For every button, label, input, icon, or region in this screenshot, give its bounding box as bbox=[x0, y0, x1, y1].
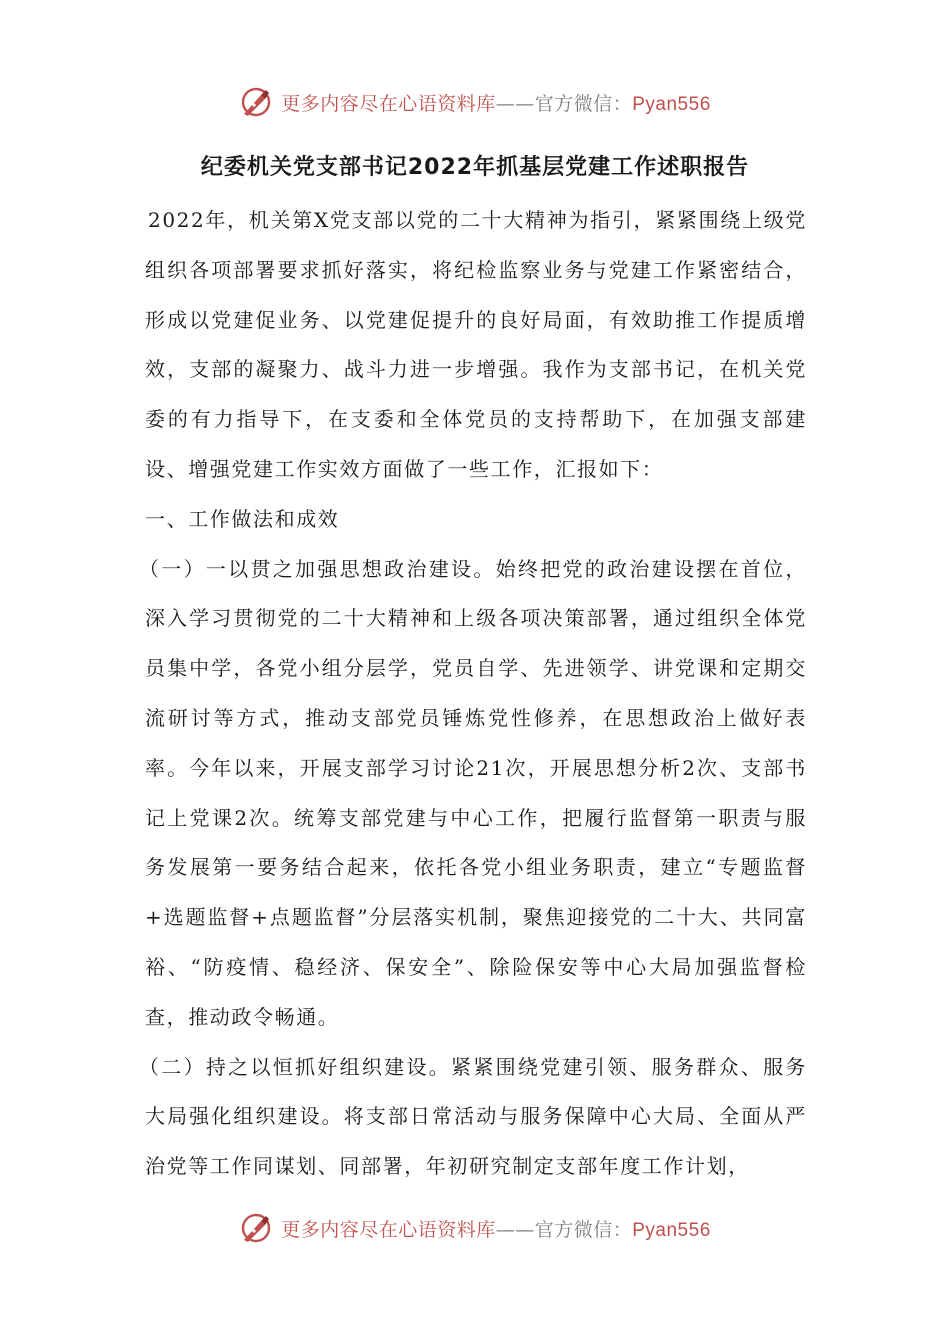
document-title: 纪委机关党支部书记2022年抓基层党建工作述职报告 bbox=[200, 155, 750, 180]
section-heading: 一、工作做法和成效 bbox=[145, 506, 340, 531]
banner-text bbox=[281, 1215, 711, 1242]
banner-site-text: 更多内容尽在心语资料库 bbox=[281, 92, 496, 115]
header-banner bbox=[0, 82, 950, 122]
item-2-paragraph: （二）持之以恒抓好组织建设。紧紧围绕党建引领、服务群众、服务大局强化组织建设。将支部日常活动与服务保障中心大局、全面从严治党等工作同谋划、同部署，年初研究制定支部年度工作计划， bbox=[139, 1054, 807, 1179]
banner-wechat-id: Pyan556 bbox=[632, 1219, 711, 1241]
banner-dash: —— bbox=[495, 1218, 535, 1241]
banner-contact-label: 官方微信： bbox=[534, 92, 633, 115]
banner-dash: —— bbox=[495, 92, 535, 115]
intro-paragraph: 2022年，机关第X党支部以党的二十大精神为指引，紧紧围绕上级党组织各项部署要求抓好落实，将纪检监察业务与党建工作紧密结合，形成以党建促业务、以党建促提升的良好局面，有效助推工作提质增效，支部的凝聚力、战斗力进一步增强。我作为支部书记，在机关党委的有力指导下，在支委和全体党员的支持帮助下，在加强支部建设、增强党建工作实效方面做了一些工作，汇报如下： bbox=[145, 208, 807, 481]
banner-site-text: 更多内容尽在心语资料库 bbox=[281, 1218, 496, 1241]
banner-contact-label: 官方微信： bbox=[534, 1218, 633, 1241]
pen-nib-circle-icon bbox=[239, 85, 273, 119]
pen-nib-circle-icon bbox=[239, 1211, 273, 1245]
document-body bbox=[139, 196, 807, 1192]
banner-text bbox=[281, 89, 711, 116]
footer-banner bbox=[0, 1208, 950, 1248]
item-1-paragraph: （一）一以贯之加强思想政治建设。始终把党的政治建设摆在首位，深入学习贯彻党的二十大精神和上级各项决策部署，通过组织全体党员集中学，各党小组分层学，党员自学、先进领学、讲党课和定期交流研讨等方式，推动支部党员锤炼党性修养，在思想政治上做好表率。今年以来，开展支部学习讨论21次，开展思想分析2次、支部书记上党课2次。统筹支部党建与中心工作，把履行监督第一职责与服务发展第一要务结合起来，依托各党小组业务职责，建立“专题监督+选题监督+点题监督”分层落实机制，聚焦迎接党的二十大、共同富裕、“防疫情、稳经济、保安全”、除险保安等中心大局加强监督检查，推动政令畅通。 bbox=[139, 556, 807, 1029]
banner-wechat-id: Pyan556 bbox=[632, 93, 711, 115]
